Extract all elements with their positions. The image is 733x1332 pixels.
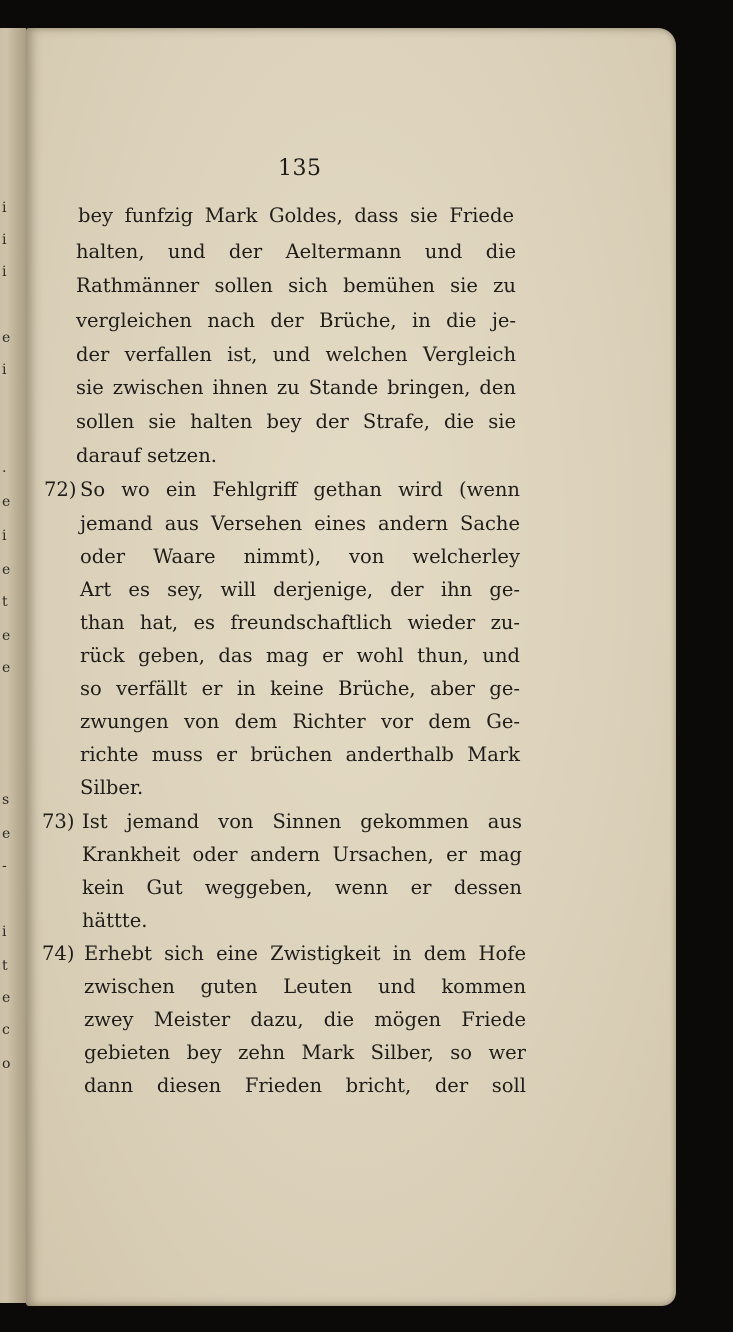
page-number: 135	[278, 156, 322, 181]
margin-glyph: c	[2, 1022, 10, 1038]
margin-glyph: i	[2, 232, 7, 248]
margin-glyph: e	[2, 494, 11, 510]
text-line: than hat, es freundschaftlich wieder zu-	[80, 611, 520, 634]
text-line: zwungen von dem Richter vor dem Ge-	[80, 710, 520, 733]
text-line: kein Gut weggeben, wenn er dessen	[82, 876, 522, 899]
margin-glyph: e	[2, 990, 11, 1006]
text-line: Erhebt sich eine Zwistigkeit in dem Hofe	[84, 942, 526, 965]
text-line: Rathmänner sollen sich bemühen sie zu	[76, 274, 516, 297]
text-line: sie zwischen ihnen zu Stande bringen, den	[76, 376, 516, 399]
margin-glyph: e	[2, 660, 11, 676]
text-line: sollen sie halten bey der Strafe, die sie	[76, 410, 516, 433]
margin-glyph: e	[2, 826, 11, 842]
margin-glyph: o	[2, 1056, 11, 1072]
text-line: hättte.	[82, 909, 148, 932]
margin-glyph: i	[2, 200, 7, 216]
paragraph-number: 74)	[42, 942, 75, 965]
margin-glyph: i	[2, 528, 7, 544]
text-line: rück geben, das mag er wohl thun, und	[80, 644, 520, 667]
margin-glyph: s	[2, 792, 10, 808]
margin-glyph: t	[2, 958, 8, 974]
text-line: jemand aus Versehen eines andern Sache	[80, 512, 520, 535]
margin-glyph: e	[2, 562, 11, 578]
margin-glyph: e	[2, 628, 11, 644]
facing-page-margin-glyphs	[0, 0, 12, 1332]
text-line: Silber.	[80, 776, 144, 799]
text-line: vergleichen nach der Brüche, in die je-	[76, 309, 516, 332]
margin-glyph: -	[2, 858, 7, 874]
text-line: gebieten bey zehn Mark Silber, so wer	[84, 1041, 526, 1064]
text-line: Ist jemand von Sinnen gekommen aus	[82, 810, 522, 833]
text-line: so verfällt er in keine Brüche, aber ge-	[80, 677, 520, 700]
text-line: darauf setzen.	[76, 444, 217, 467]
paragraph-number: 73)	[42, 810, 75, 833]
margin-glyph: i	[2, 362, 7, 378]
margin-glyph: t	[2, 594, 8, 610]
book-page	[26, 28, 676, 1306]
text-line: Krankheit oder andern Ursachen, er mag	[82, 843, 522, 866]
text-line: richte muss er brüchen anderthalb Mark	[80, 743, 520, 766]
text-line: Art es sey, will derjenige, der ihn ge-	[80, 578, 520, 601]
text-line: der verfallen ist, und welchen Vergleich	[76, 343, 516, 366]
text-line: dann diesen Frieden bricht, der soll	[84, 1074, 526, 1097]
text-line: oder Waare nimmt), von welcherley	[80, 545, 520, 568]
paragraph-number: 72)	[44, 478, 77, 501]
margin-glyph: i	[2, 264, 7, 280]
margin-glyph: e	[2, 330, 11, 346]
text-line: So wo ein Fehlgriff gethan wird (wenn	[80, 478, 520, 501]
text-line: halten, und der Aeltermann und die	[76, 240, 516, 263]
text-line: zwischen guten Leuten und kommen	[84, 975, 526, 998]
margin-glyph: .	[2, 460, 7, 476]
text-line: bey funfzig Mark Goldes, dass sie Friede	[78, 204, 514, 227]
margin-glyph: i	[2, 924, 7, 940]
text-line: zwey Meister dazu, die mögen Friede	[84, 1008, 526, 1031]
